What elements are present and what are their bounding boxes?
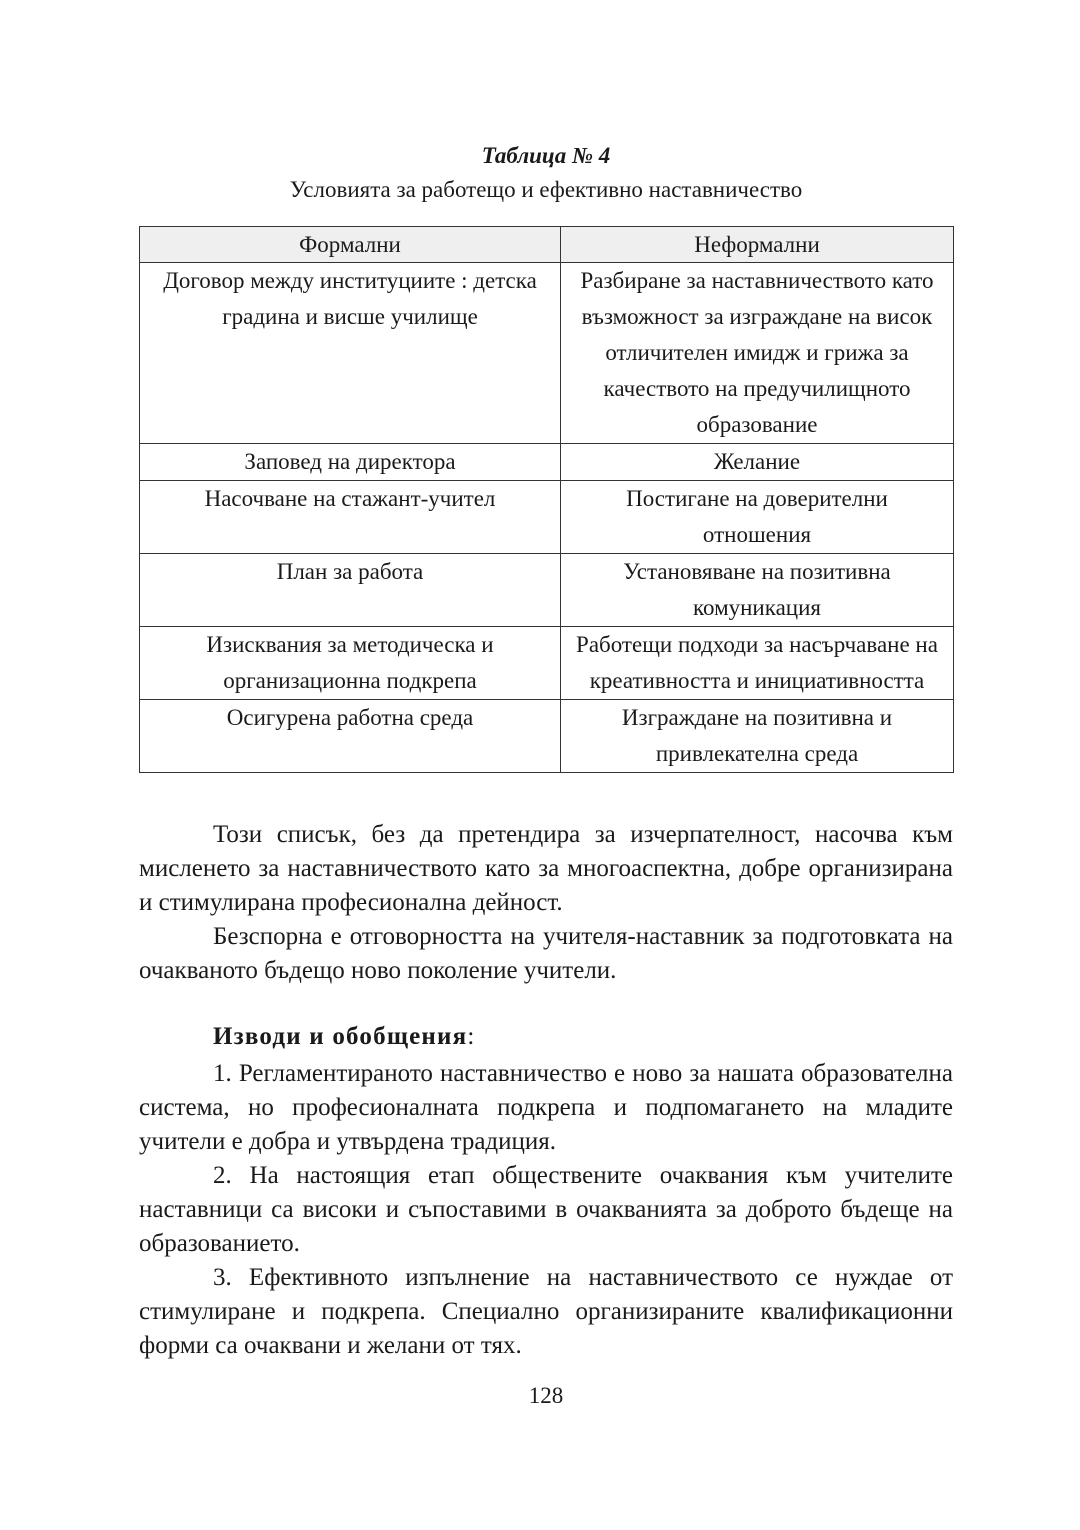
- header-formal: Формални: [140, 227, 561, 263]
- table-cell-informal: Постигане на доверителни отношения: [561, 481, 954, 554]
- table-row: [140, 263, 954, 444]
- paragraph: Този списък, без да претендира за изчерпателност, насочва към мисленето за наставничеството като за многоаспектна, добре организирана и стимулирана професионална дейност.: [139, 821, 953, 916]
- page-number: 128: [528, 1383, 564, 1408]
- conclusion-item: 3. Ефективното изпълнение на наставничеството се нуждае от стимулиране и подкрепа. Специално организираните квалификационни форми са очаквани и желани от тях.: [139, 1264, 953, 1359]
- conclusions-heading-text: Изводи и обобщения: [213, 1023, 468, 1050]
- header-informal: Неформални: [561, 227, 954, 263]
- body-paragraphs: [139, 818, 953, 988]
- table-cell-formal: Насочване на стажант-учител: [140, 481, 561, 554]
- table-cell-informal: Работещи подходи за насърчаване на креативността и инициативността: [561, 627, 954, 700]
- conclusions-heading: [213, 1020, 474, 1054]
- table-cell-formal: Осигурена работна среда: [140, 700, 561, 773]
- table-row: [140, 481, 954, 554]
- conclusion-item: 2. На настоящия етап обществените очаквания към учителите наставници са високи и съпоставими в очакванията за доброто бъдеще на образованието.: [139, 1162, 953, 1257]
- conditions-table: [139, 226, 954, 773]
- table-row: [140, 444, 954, 481]
- conclusions-list: [139, 1057, 953, 1363]
- table-cell-formal: Изисквания за методическа и организационна подкрепа: [140, 627, 561, 700]
- table-cell-informal: Установяване на позитивна комуникация: [561, 554, 954, 627]
- table-cell-formal: План за работа: [140, 554, 561, 627]
- table-cell-informal: Изграждане на позитивна и привлекателна среда: [561, 700, 954, 773]
- table-cell-formal: Заповед на директора: [140, 444, 561, 481]
- conclusions-heading-colon: :: [467, 1023, 475, 1050]
- table-title: Условията за работещо и ефективно наставничество: [289, 177, 803, 202]
- table-row: [140, 554, 954, 627]
- table-number: Таблица № 4: [481, 143, 611, 168]
- table-cell-informal: Разбиране за наставничеството като възможност за изграждане на висок отличителен имидж и грижа за качеството на предучилищното образование: [561, 263, 954, 444]
- conclusion-item: 1. Регламентираното наставничество е ново за нашата образователна система, но професионалната подкрепа и подпомагането на младите учители е добра и утвърдена традиция.: [139, 1060, 953, 1155]
- table-cell-informal: Желание: [561, 444, 954, 481]
- table-row: [140, 700, 954, 773]
- paragraph: Безспорна е отговорността на учителя-наставник за подготовката на очакваното бъдещо ново поколение учители.: [139, 923, 953, 984]
- table-header-row: [140, 227, 954, 263]
- table-cell-formal: Договор между институциите : детска градина и висше училище: [140, 263, 561, 444]
- table-row: [140, 627, 954, 700]
